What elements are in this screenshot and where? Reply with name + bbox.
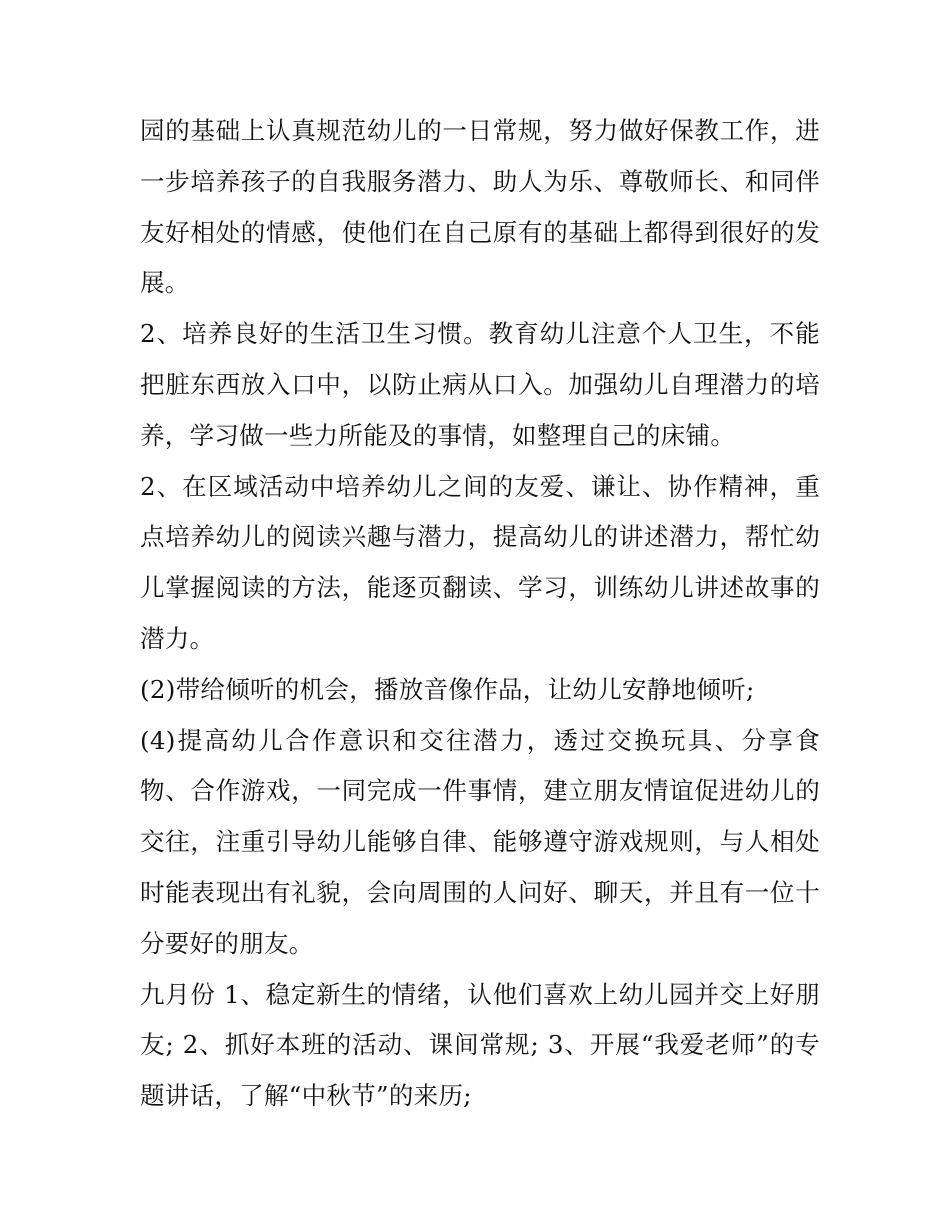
paragraph-routine-care: 园的基础上认真规范幼儿的一日常规，努力做好保教工作，进一步培养孩子的自我服务潜力、助人为乐、尊敬师长、和同伴友好相处的情感，使他们在自己原有的基础上都得到很好的发展。 <box>140 116 820 298</box>
paragraph-listening: (2)带给倾听的机会，播放音像作品，让幼儿安静地倾听; <box>140 674 755 704</box>
paragraph-area-activities: 2、在区域活动中培养幼儿之间的友爱、谦让、协作精神，重点培养幼儿的阅读兴趣与潜力，提高幼儿的讲述潜力，帮忙幼儿掌握阅读的方法，能逐页翻读、学习，训练幼儿讲述故事的潜力。 <box>140 471 820 653</box>
paragraph-cooperation: (4)提高幼儿合作意识和交往潜力，透过交换玩具、分享食物、合作游戏，一同完成一件事情，建立朋友情谊促进幼儿的交往，注重引导幼儿能够自律、能够遵守游戏规则，与人相处时能表现出有礼貌，会向周围的人问好、聊天，并且有一位十分要好的朋友。 <box>140 725 820 958</box>
paragraph-hygiene-habits: 2、培养良好的生活卫生习惯。教育幼儿注意个人卫生，不能把脏东西放入口中，以防止病从口入。加强幼儿自理潜力的培养，学习做一些力所能及的事情，如整理自己的床铺。 <box>140 319 820 450</box>
paragraph-september-plan: 九月份 1、稳定新生的情绪，认他们喜欢上幼儿园并交上好朋友; 2、抓好本班的活动、课间常规; 3、开展“我爱老师”的专题讲话，了解“中秋节”的来历; <box>140 979 820 1111</box>
document-body <box>140 106 820 1122</box>
